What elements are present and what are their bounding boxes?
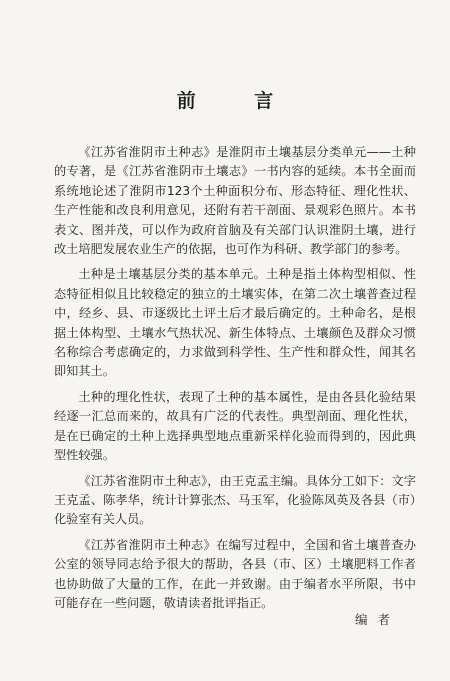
preface-body <box>54 143 416 619</box>
page-title: 前 言 <box>176 90 300 112</box>
paragraph-4: 《江苏省淮阴市土种志》，由王克孟主编。具体分工如下：文字王克孟、陈孝华，统计计算张杰、马玉军，化验陈凤英及各县（市）化验室有关人员。 <box>54 473 416 527</box>
author-signature: 编者 <box>355 612 401 627</box>
paragraph-5: 《江苏省淮阴市土种志》在编写过程中，全国和省土壤普查办公室的领导同志给予很大的帮助，各县（市、区）土壤肥料工作者也协助做了大量的工作，在此一并致谢。由于编者水平所限，书中可能存在一些问题，敬请读者批评指正。 <box>54 537 416 610</box>
paragraph-3: 土种的理化性状，表现了土种的基本属性，是由各县化验结果经逐一汇总而来的，故具有广泛的代表性。典型剖面、理化性状，是在已确定的土种上选择典型地点重新采样化验而得到的，因此典型性较强。 <box>54 389 416 463</box>
paragraph-2: 土种是土壤基层分类的基本单元。土种是指土体构型相似、性态特征相似且比较稳定的独立的土壤实体，在第二次土壤普查过程中，经乡、县、市逐级比土评土后才最后确定的。土种命名，是根据土体构型、土壤水气热状况、新生体特点、土壤颜色及群众习惯名称综合考虑确定的，力求做到科学性、生产性和群众性，闻其名即知其土。 <box>54 267 416 379</box>
paragraph-1: 《江苏省淮阴市土种志》是淮阴市土壤基层分类单元——土种的专著，是《江苏省淮阴市土壤志》一书内容的延续。本书全面而系统地论述了淮阴市123个土种面积分布、形态特征、理化性状、生产性能和改良利用意见，还附有若干剖面、景观彩色照片。本书表文、图并茂，可以作为政府首脑及有关部门认识淮阴土壤，进行改土培肥发展农业生产的依据，也可作为科研、教学部门的参考。 <box>54 145 416 257</box>
